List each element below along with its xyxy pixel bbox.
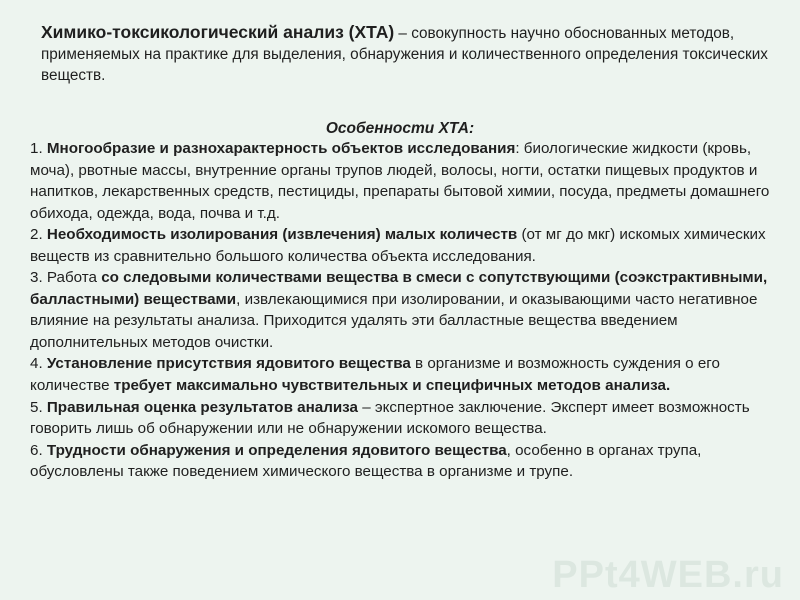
- intro-paragraph: [41, 22, 781, 86]
- feature-text: в организме и возможность суждения о его количестве: [30, 355, 720, 395]
- intro-term: Химико-токсикологический анализ (ХТА): [41, 22, 395, 42]
- features-title: Особенности ХТА:: [325, 120, 475, 137]
- feature-text: : биологические жидкости (кровь, моча), рвотные массы, внутренние органы трупов людей, волосы, ногти, остатки пищевых продуктов и напитков, лекарственных средств, пестициды, препараты бытовой химии, посуда, предметы домашнего обихода, одежда, вода, почва и т.д.: [30, 140, 770, 222]
- watermark-logo: PPt4WEB.ru: [552, 554, 784, 596]
- feature-item-5: [30, 397, 778, 440]
- feature-text: (от мг до мкг) искомых химических веществ из сравнительно большого количества объекта исследования.: [30, 226, 766, 265]
- feature-text: , особенно в органах трупа, обусловлены также поведением химического вещества в организме и трупе.: [30, 441, 702, 481]
- feature-text-lead: Работа: [46, 269, 102, 287]
- feature-number: 5.: [30, 398, 47, 416]
- feature-number: 4.: [30, 355, 47, 373]
- feature-text: , извлекающимися при изолировании, и оказывающими часто негативное влияние на результаты анализа. Приходится удалять эти балластные вещества введением дополнительных методов очистки.: [30, 290, 758, 351]
- feature-heading: Трудности обнаружения и определения ядовитого вещества: [46, 441, 507, 459]
- feature-text: – экспертное заключение. Эксперт имеет возможность говорить лишь об обнаружении или не обнаружении искомого вещества.: [30, 398, 750, 438]
- features-list: [30, 138, 778, 483]
- feature-item-3: [30, 267, 778, 353]
- feature-item-1: [30, 138, 778, 224]
- feature-heading: Правильная оценка результатов анализа: [46, 398, 358, 416]
- intro-definition: – совокупность научно обоснованных методов, применяемых на практике для выделения, обнаружения и количественного определения токсических веществ.: [41, 25, 768, 84]
- feature-number: 1.: [30, 140, 47, 157]
- feature-item-4: [30, 353, 778, 396]
- feature-heading: Многообразие и разнохарактерность объектов исследования: [46, 140, 516, 157]
- feature-number: 3.: [30, 269, 47, 287]
- feature-item-2: [30, 224, 778, 267]
- feature-number: 6.: [30, 441, 47, 459]
- feature-number: 2.: [30, 226, 47, 244]
- feature-item-6: [30, 440, 778, 483]
- feature-heading: со следовыми количествами вещества в смеси с сопутствующими (соэкстрактивными, балластными) веществами: [30, 269, 768, 308]
- feature-heading: Необходимость изолирования (извлечения) малых количеств: [46, 226, 518, 244]
- feature-heading: Установление присутствия ядовитого вещества: [46, 355, 411, 373]
- feature-emphasis: требует максимально чувствительных и специфичных методов анализа.: [113, 377, 671, 395]
